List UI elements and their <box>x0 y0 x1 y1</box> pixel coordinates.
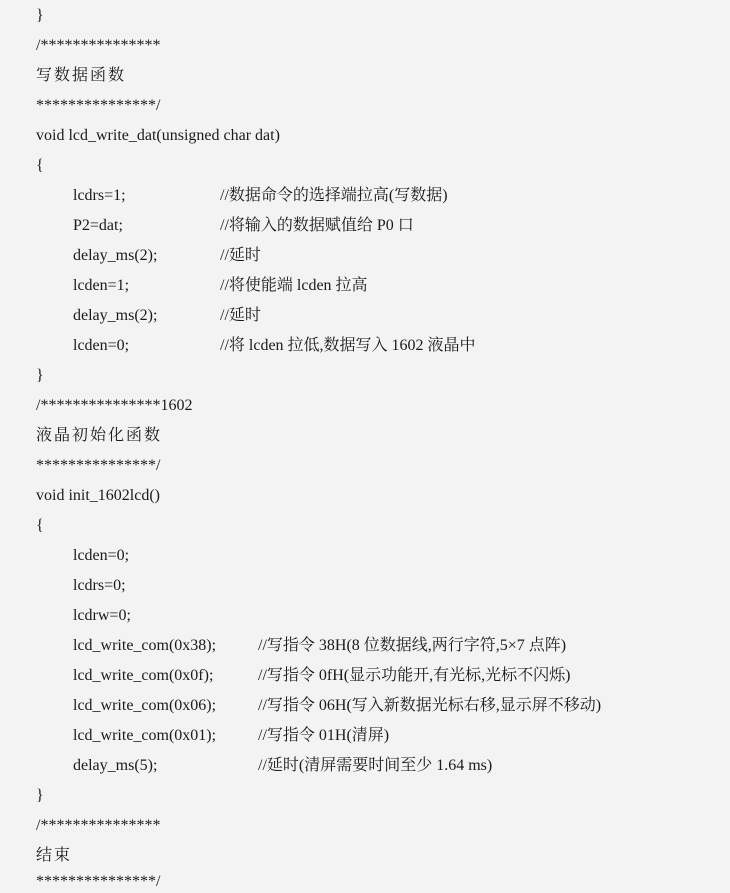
code-text: ***************/ <box>36 873 161 890</box>
code-text: delay_ms(2); <box>73 307 158 324</box>
code-comment: //将使能端 lcden 拉高 <box>220 277 368 294</box>
code-text: lcd_write_com(0x0f); <box>73 667 214 684</box>
code-comment: //写指令 0fH(显示功能开,有光标,光标不闪烁) <box>258 667 571 684</box>
code-text: } <box>36 7 44 24</box>
code-comment: //数据命令的选择端拉高(写数据) <box>220 187 448 204</box>
code-comment: //延时(清屏需要时间至少 1.64 ms) <box>258 757 493 774</box>
code-text: 结束 <box>36 847 73 864</box>
code-text: lcd_write_com(0x01); <box>73 727 217 744</box>
code-text: /*************** <box>36 37 161 54</box>
code-text: /*************** <box>36 817 161 834</box>
code-comment: //写指令 38H(8 位数据线,两行字符,5×7 点阵) <box>258 637 567 654</box>
code-text: lcdrw=0; <box>73 607 131 624</box>
code-comment: //写指令 06H(写入新数据光标右移,显示屏不移动) <box>258 697 602 714</box>
code-comment: //将 lcden 拉低,数据写入 1602 液晶中 <box>220 337 476 354</box>
code-text: 写数据函数 <box>36 67 127 84</box>
code-text: void init_1602lcd() <box>36 487 160 504</box>
code-text: } <box>36 367 44 384</box>
code-text: lcden=0; <box>73 337 130 354</box>
code-text: 液晶初始化函数 <box>36 427 163 444</box>
code-text: /***************1602 <box>36 397 193 414</box>
code-text: delay_ms(5); <box>73 757 158 774</box>
code-comment: //延时 <box>220 307 261 324</box>
code-text: lcdrs=1; <box>73 187 126 204</box>
code-text: lcden=1; <box>73 277 130 294</box>
code-comment: //延时 <box>220 247 261 264</box>
code-text: lcd_write_com(0x06); <box>73 697 217 714</box>
code-text: P2=dat; <box>73 217 123 234</box>
code-text: delay_ms(2); <box>73 247 158 264</box>
code-text: { <box>36 517 44 534</box>
code-text: void lcd_write_dat(unsigned char dat) <box>36 127 280 144</box>
code-text: ***************/ <box>36 97 161 114</box>
code-text: { <box>36 157 44 174</box>
code-comment: //写指令 01H(清屏) <box>258 727 390 744</box>
code-text: } <box>36 787 44 804</box>
code-text: lcd_write_com(0x38); <box>73 637 217 654</box>
code-comment: //将输入的数据赋值给 P0 口 <box>220 217 414 234</box>
code-text: lcdrs=0; <box>73 577 126 594</box>
code-text: lcden=0; <box>73 547 130 564</box>
code-text: ***************/ <box>36 457 161 474</box>
